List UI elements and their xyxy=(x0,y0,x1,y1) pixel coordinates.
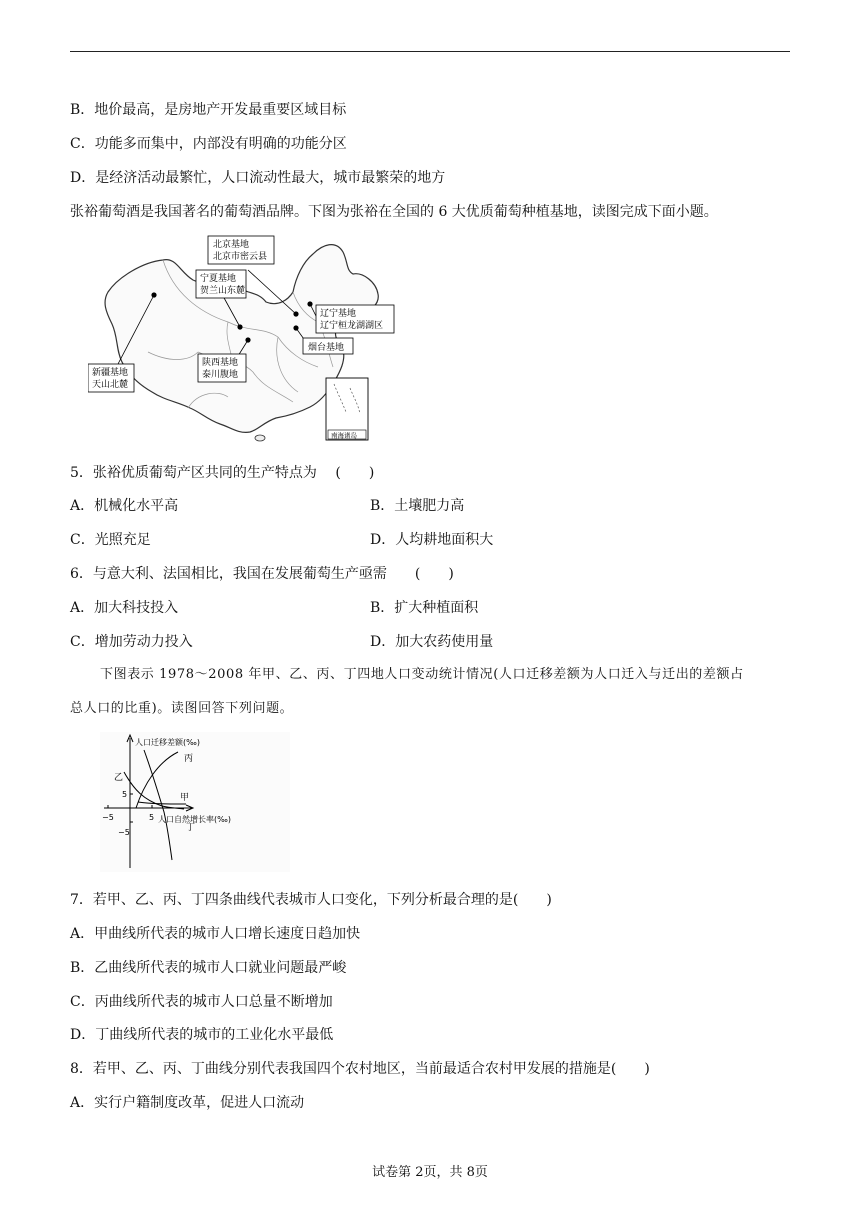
population-chart xyxy=(100,732,290,872)
label-beijing-line2: 北京市密云县 xyxy=(213,252,268,262)
q5-option-b: B．土壤肥力高 xyxy=(370,498,465,514)
label-liaoning-line2: 辽宁桓龙湖湖区 xyxy=(320,321,384,331)
south-sea-inset xyxy=(326,378,368,440)
q6-stem: 6．与意大利、法国相比，我国在发展葡萄生产亟需 ( ) xyxy=(70,566,454,582)
china-vineyard-map xyxy=(88,232,410,444)
hainan-island xyxy=(255,435,265,441)
q8-option-a: A．实行户籍制度改革，促进人口流动 xyxy=(70,1095,305,1111)
y-tick-5: 5 xyxy=(122,790,128,799)
series-label-bing: 丙 xyxy=(184,754,194,764)
label-ningxia-line2: 贺兰山东麓 xyxy=(200,286,246,296)
q5-option-a: A．机械化水平高 xyxy=(70,498,179,514)
label-xinjiang-line2: 天山北麓 xyxy=(92,380,129,390)
series-label-jia: 甲 xyxy=(180,793,190,803)
pop-intro-line1: 下图表示 1978～2008 年甲、乙、丙、丁四地人口变动统计情况(人口迁移差额为人口迁入与迁出的差额占 xyxy=(100,667,744,682)
label-ningxia xyxy=(196,270,246,298)
x-axis-label: 人口自然增长率(‰) xyxy=(158,815,231,824)
q7-option-c: C．丙曲线所代表的城市人口总量不断增加 xyxy=(70,994,333,1010)
x-tick-neg5: −5 xyxy=(102,813,114,822)
q6-option-c: C．增加劳动力投入 xyxy=(70,634,193,650)
q6-option-d: D．加大农药使用量 xyxy=(370,634,494,650)
label-shaanxi-line2: 泰川腹地 xyxy=(202,370,239,380)
q6-option-b: B．扩大种植面积 xyxy=(370,600,479,616)
q4-option-c: C．功能多而集中，内部没有明确的功能分区 xyxy=(70,136,347,152)
pop-intro-line2: 总人口的比重)。读图回答下列问题。 xyxy=(70,701,294,716)
inset-label: 南海诸岛 xyxy=(331,431,357,440)
y-axis-label: 人口迁移差额(‰) xyxy=(135,738,200,747)
q5-option-d: D．人均耕地面积大 xyxy=(370,532,494,548)
label-beijing xyxy=(208,236,274,264)
q7-option-a: A．甲曲线所代表的城市人口增长速度日趋加快 xyxy=(70,926,361,942)
y-tick-neg5: −5 xyxy=(118,828,130,837)
q4-option-b: B．地价最高，是房地产开发最重要区域目标 xyxy=(70,102,347,118)
label-shaanxi xyxy=(198,354,246,382)
label-xinjiang xyxy=(88,364,134,392)
q4-option-d: D．是经济活动最繁忙，人口流动性最大，城市最繁荣的地方 xyxy=(70,170,446,186)
q6-option-a: A．加大科技投入 xyxy=(70,600,179,616)
label-shaanxi-line1: 陕西基地 xyxy=(202,358,239,368)
label-yantai-line1: 烟台基地 xyxy=(308,343,345,353)
label-xinjiang-line1: 新疆基地 xyxy=(92,368,129,378)
x-tick-5: 5 xyxy=(149,813,155,822)
q7-stem: 7．若甲、乙、丙、丁四条曲线代表城市人口变化，下列分析最合理的是( ) xyxy=(70,892,552,908)
label-liaoning xyxy=(316,305,394,333)
page-footer: 试卷第 2页，共 8页 xyxy=(372,1165,488,1180)
q5-option-c: C．光照充足 xyxy=(70,532,151,548)
grape-intro: 张裕葡萄酒是我国著名的葡萄酒品牌。下图为张裕在全国的 6 大优质葡萄种植基地，读图完成下面小题。 xyxy=(70,204,718,220)
label-liaoning-line1: 辽宁基地 xyxy=(320,309,357,319)
label-beijing-line1: 北京基地 xyxy=(213,240,250,250)
q7-option-b: B．乙曲线所代表的城市人口就业问题最严峻 xyxy=(70,960,347,976)
series-label-yi: 乙 xyxy=(114,773,124,783)
q7-option-d: D．丁曲线所代表的城市的工业化水平最低 xyxy=(70,1027,334,1043)
label-yantai xyxy=(303,338,353,354)
header-rule xyxy=(70,51,790,52)
label-ningxia-line1: 宁夏基地 xyxy=(200,274,237,284)
q5-stem: 5．张裕优质葡萄产区共同的生产特点为 ( ) xyxy=(70,465,375,481)
series-label-ding: 丁 xyxy=(186,823,196,833)
q8-stem: 8．若甲、乙、丙、丁曲线分别代表我国四个农村地区，当前最适合农村甲发展的措施是( ) xyxy=(70,1061,650,1077)
